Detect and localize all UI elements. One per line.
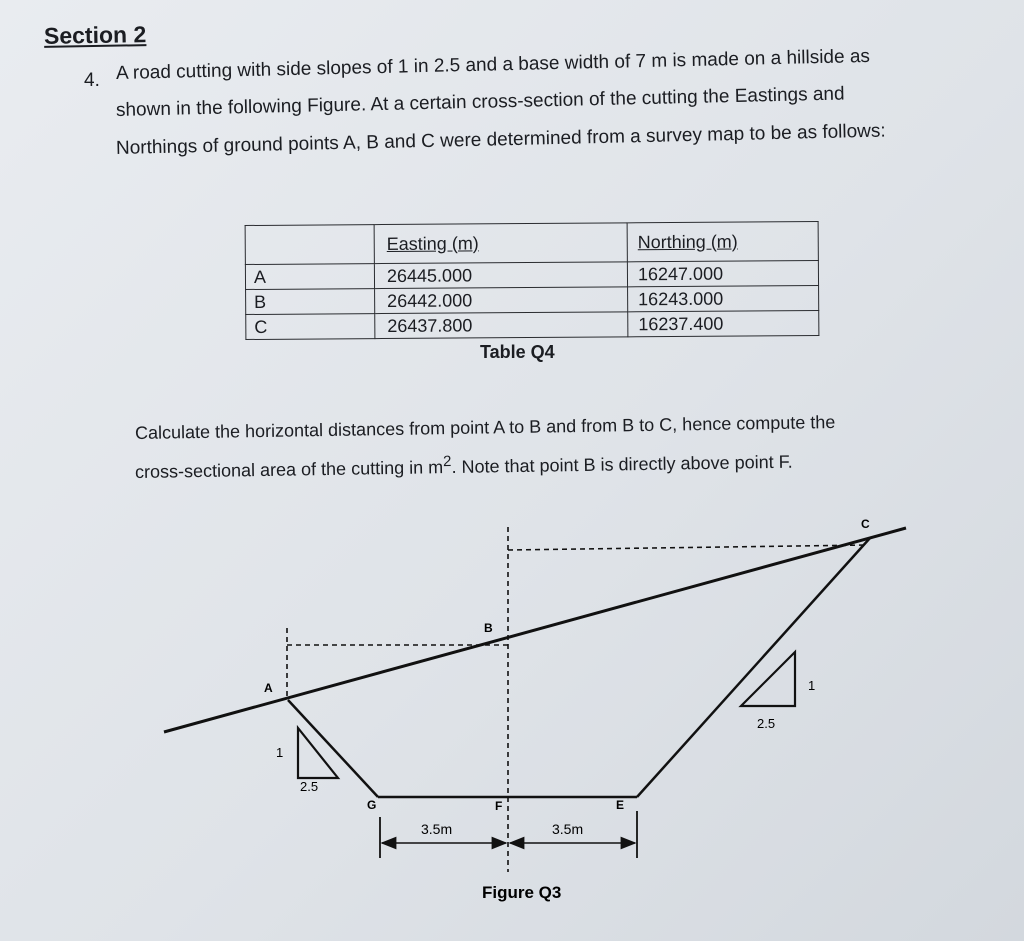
table-header-easting: Easting (m) <box>374 223 627 264</box>
northing-value: 16237.400 <box>628 310 819 336</box>
easting-value: 26437.800 <box>375 312 628 339</box>
figure-caption: Figure Q3 <box>482 883 562 902</box>
dimension-label-right: 3.5m <box>552 821 584 837</box>
instruction-line-2: cross-sectional area of the cutting in $m^2$. Note that point B is directly above point F. <box>134 451 793 482</box>
easting-value: 26445.000 <box>374 262 627 289</box>
question-text-line-1: A road cutting with side slopes of 1 in 2.5 and a base width of 7 m is made on a hillside as <box>115 45 871 84</box>
table-header-northing: Northing (m) <box>627 222 818 262</box>
label-point-b: B <box>484 621 493 635</box>
label-point-e: E <box>616 798 625 812</box>
northing-value: 16243.000 <box>628 285 819 311</box>
left-slope-rise: 1 <box>276 745 284 760</box>
dimension-label-left: 3.5m <box>421 821 453 837</box>
horizontal-dashed-b-to-c <box>508 545 868 550</box>
label-point-f: F <box>495 799 503 813</box>
easting-value: 26442.000 <box>375 287 628 314</box>
northing-value: 16247.000 <box>627 261 818 287</box>
question-number: 4. <box>84 70 100 91</box>
question-text-line-3: Northings of ground points A, B and C were determined from a survey map to be as follows: <box>115 120 886 159</box>
label-point-a: A <box>264 681 273 695</box>
label-point-g: G <box>367 798 377 812</box>
point-label: B <box>246 289 375 315</box>
point-label: C <box>246 314 375 340</box>
instruction-line-1: Calculate the horizontal distances from point A to B and from B to C, hence compute the <box>134 411 836 443</box>
right-slope-triangle <box>741 652 795 706</box>
right-slope-run: 2.5 <box>757 716 776 731</box>
label-point-c: C <box>861 517 870 531</box>
section-title: Section 2 <box>43 21 147 49</box>
right-side-slope <box>637 538 870 797</box>
right-slope-rise: 1 <box>808 678 816 693</box>
point-label: A <box>245 264 374 290</box>
left-slope-triangle <box>298 728 338 778</box>
question-text-line-2: shown in the following Figure. At a certain cross-section of the cutting the Eastings and <box>115 83 845 121</box>
superscript-two: 2 <box>442 453 452 471</box>
table-caption: Table Q4 <box>480 342 555 362</box>
left-slope-run: 2.5 <box>300 779 319 794</box>
